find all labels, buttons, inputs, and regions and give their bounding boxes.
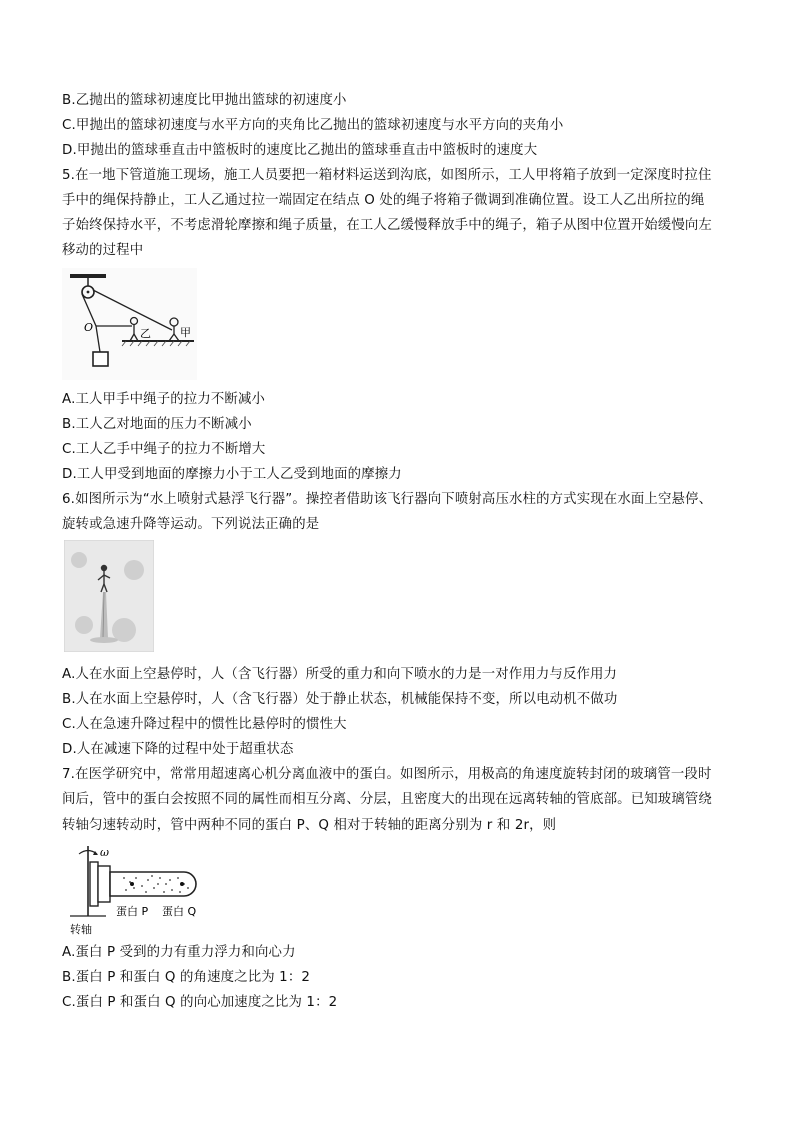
worker-a-label: 甲 [180,326,191,339]
q5-stem-line-2: 手中的绳保持静止，工人乙通过拉一端固定在结点 O 处的绳子将箱子微调到准确位置。设工人乙出所拉的绳 [62,193,705,208]
q5-stem-line-4: 移动的过程中 [62,243,144,258]
q6-photo [64,540,154,652]
q7-option-c: C.蛋白 P 和蛋白 Q 的向心加速度之比为 1：2 [62,995,338,1010]
worker-b-label: 乙 [140,327,151,340]
box-icon [93,352,108,366]
q7-stem-line-2: 间后，管中的蛋白会按照不同的属性而相互分离、分层，且密度大的出现在远离转轴的管底部。已知玻璃管绕 [62,792,712,807]
ceiling-beam [70,274,106,278]
q5-option-c: C.工人乙手中绳子的拉力不断增大 [62,442,266,457]
q6-stem-line-1: 6.如图所示为“水上喷射式悬浮飞行器”。操控者借助该飞行器向下喷射高压水柱的方式实现在水面上空悬停、 [62,492,713,507]
omega-label: ω [100,846,109,859]
q5-option-a: A.工人甲手中绳子的拉力不断减小 [62,392,266,407]
q6-option-d: D.人在减速下降的过程中处于超重状态 [62,742,294,757]
q5-option-d: D.工人甲受到地面的摩擦力小于工人乙受到地面的摩擦力 [62,467,402,482]
q7-stem-line-3: 转轴匀速转动时，管中两种不同的蛋白 P、Q 相对于转轴的距离分别为 r 和 2r，则 [62,818,557,833]
q4-option-c: C.甲抛出的篮球初速度与水平方向的夹角比乙抛出的篮球初速度与水平方向的夹角小 [62,118,564,133]
q6-option-b: B.人在水面上空悬停时，人（含飞行器）处于静止状态，机械能保持不变，所以电动机不做功 [62,692,618,707]
axis-label: 转轴 [70,923,92,936]
q6-stem-line-2: 旋转或急速升降等运动。下列说法正确的是 [62,517,320,532]
q7-option-a: A.蛋白 P 受到的力有重力浮力和向心力 [62,945,296,960]
node-o-label: O [84,321,94,334]
q4-option-b: B.乙抛出的篮球初速度比甲抛出篮球的初速度小 [62,93,347,108]
protein-p-label: 蛋白 P [116,905,149,918]
q4-option-d: D.甲抛出的篮球垂直击中篮板时的速度比乙抛出的篮球垂直击中篮板时的速度大 [62,143,538,158]
q5-figure [62,268,197,380]
q5-option-b: B.工人乙对地面的压力不断减小 [62,417,252,432]
protein-q-dot [180,882,184,886]
protein-q-label: 蛋白 Q [162,905,197,918]
q5-stem-line-3: 子始终保持水平，不考虑滑轮摩擦和绳子质量，在工人乙缓慢释放手中的绳子，箱子从图中位置开始缓慢向左 [62,218,712,233]
q6-option-c: C.人在急速升降过程中的惯性比悬停时的惯性大 [62,717,347,732]
q5-stem-line-1: 5.在一地下管道施工现场，施工人员要把一箱材料运送到沟底，如图所示，工人甲将箱子放到一定深度时拉住 [62,168,712,183]
q7-stem-line-1: 7.在医学研究中，常常用超速离心机分离血液中的蛋白。如图所示，用极高的角速度旋转封闭的玻璃管一段时 [62,767,712,782]
q7-option-b: B.蛋白 P 和蛋白 Q 的角速度之比为 1：2 [62,970,311,985]
protein-p-dot [130,882,134,886]
water-splash [90,637,118,643]
q6-option-a: A.人在水面上空悬停时，人（含飞行器）所受的重力和向下喷水的力是一对作用力与反作用力 [62,667,618,682]
q7-figure [62,842,212,938]
